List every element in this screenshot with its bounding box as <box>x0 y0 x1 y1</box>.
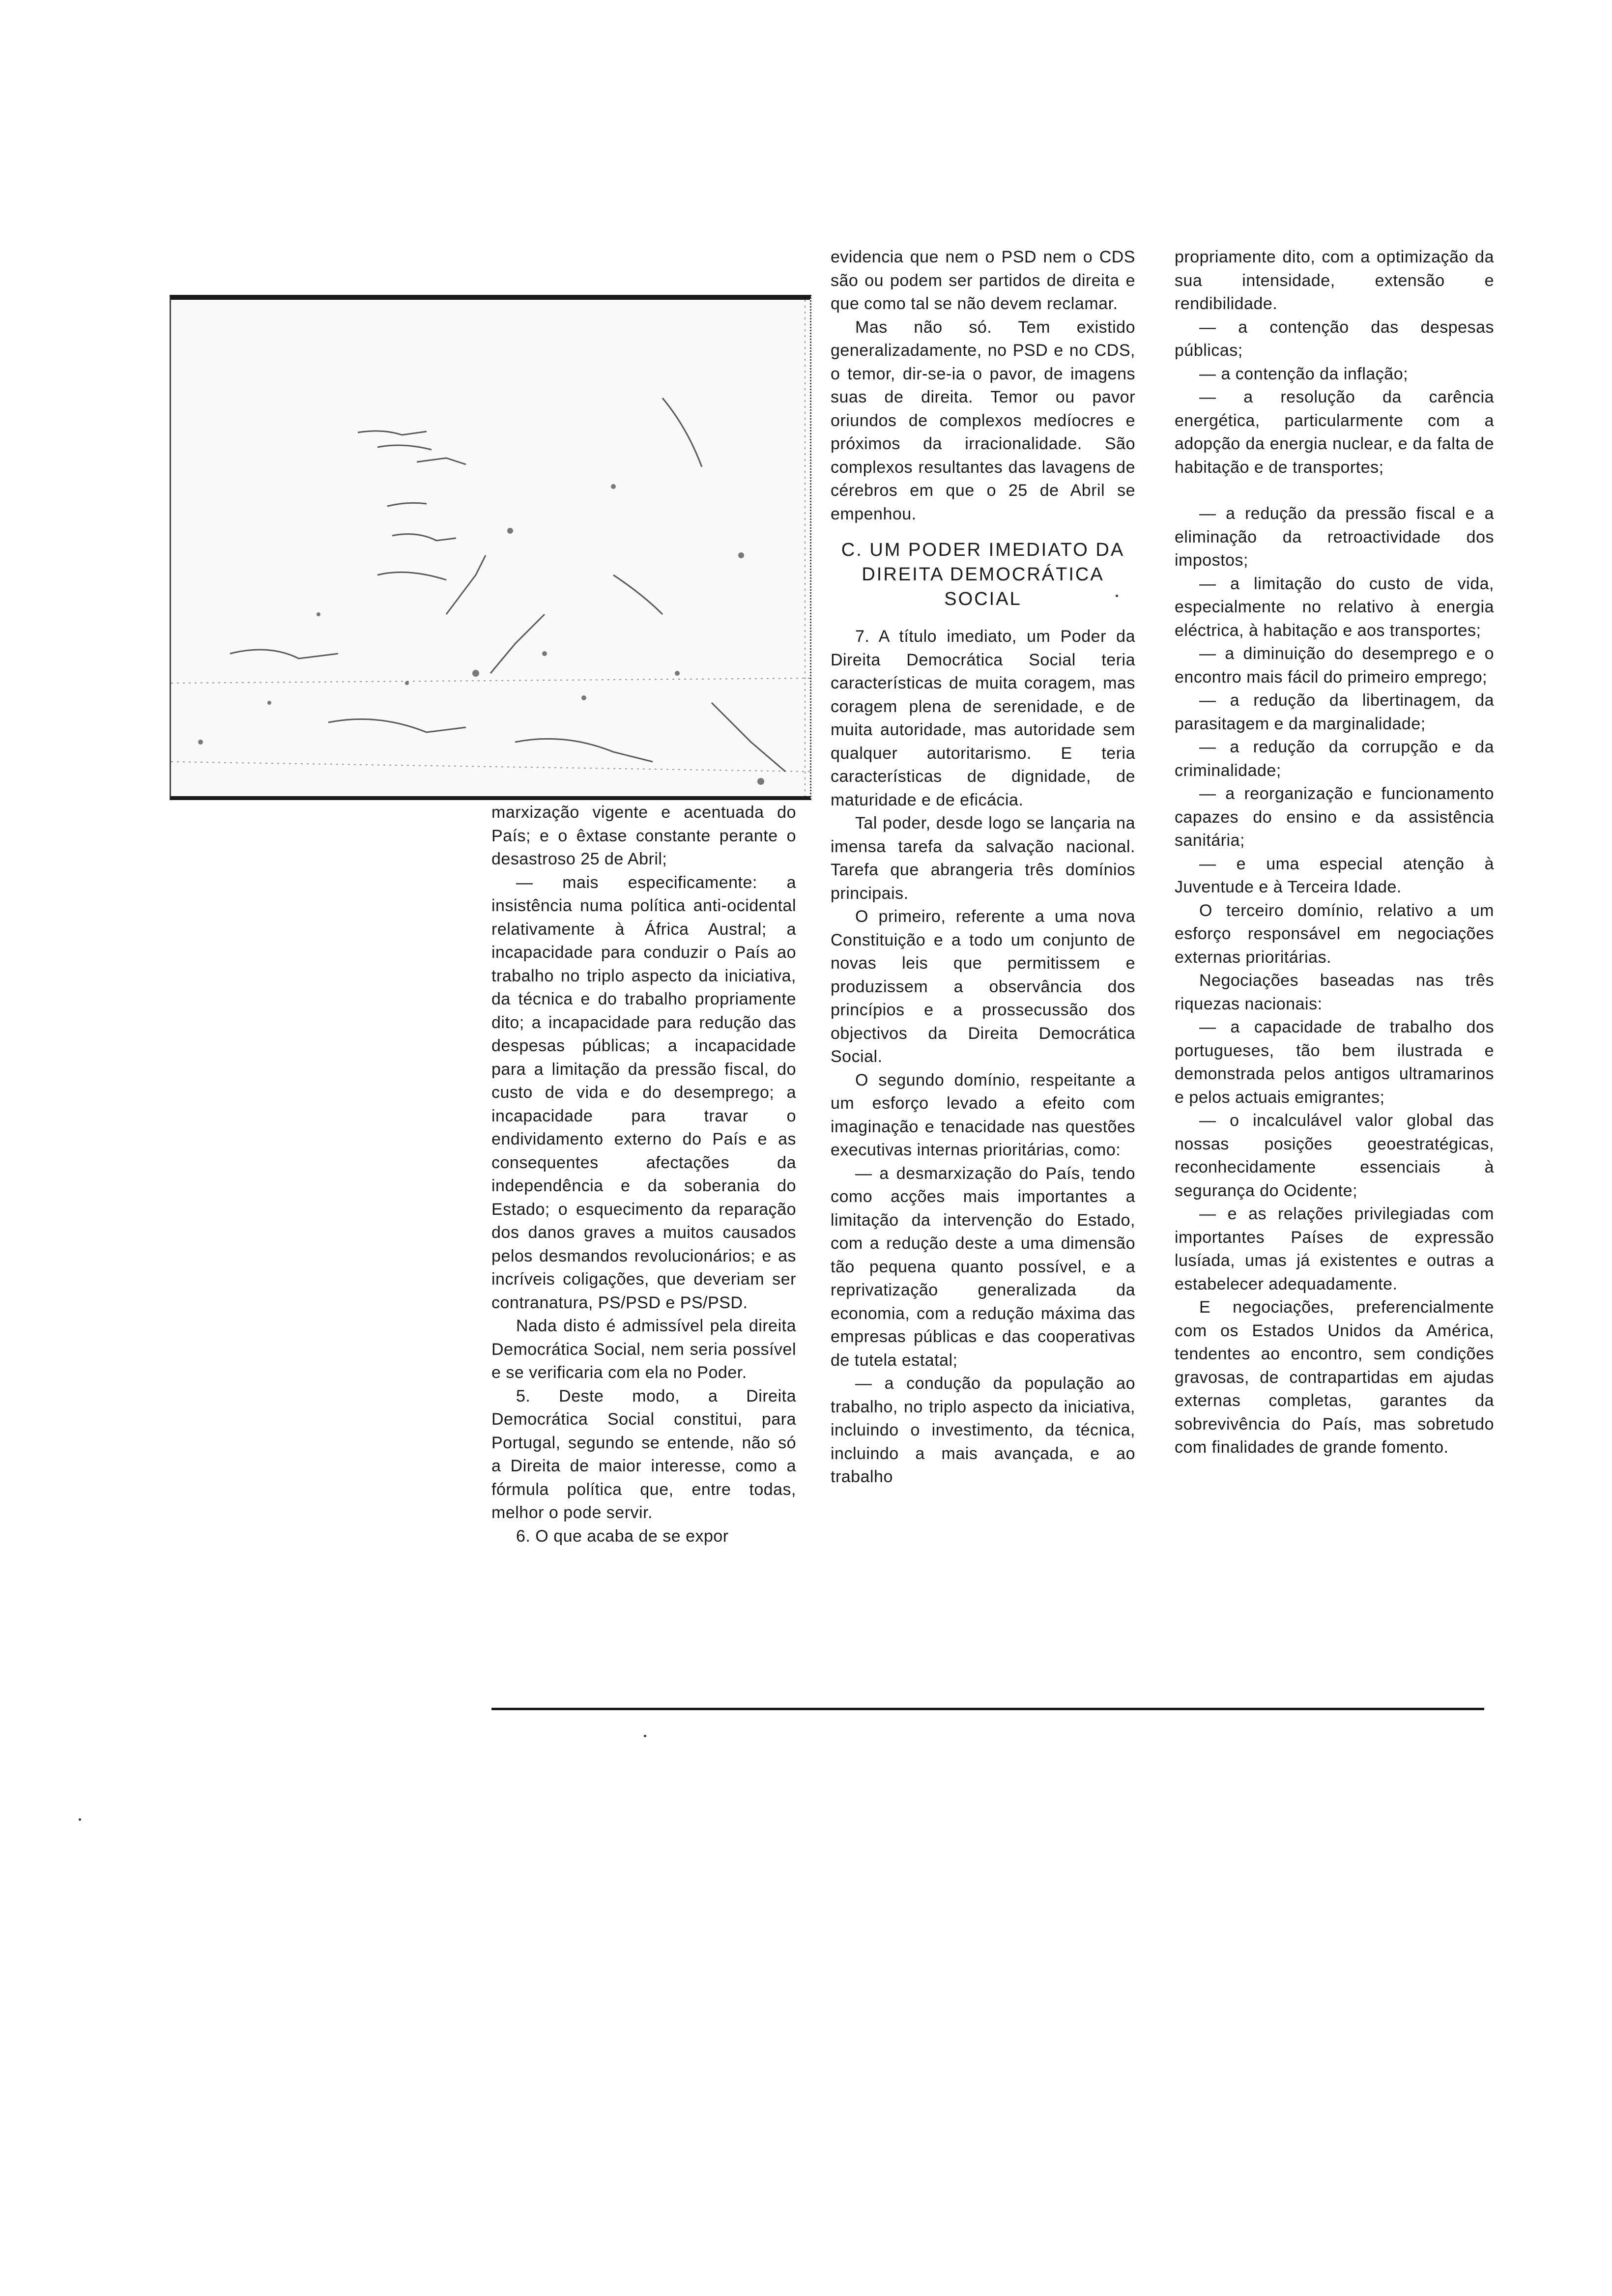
faded-photo-illustration <box>171 300 810 796</box>
list-item: — a contenção das despesas públicas; <box>1175 317 1494 360</box>
paragraph: — a desmarxização do País, tendo como acções mais importantes a limitação da intervenção do Estado, com a redução deste a uma dimensão tão pequena quanto possível, e a reprivatização generalizada da economia, com a redução máxima das empresas públicas e das cooperativas de tutela estatal; <box>831 1164 1135 1370</box>
list-item: — a redução da corrupção e da criminalidade; <box>1175 738 1494 780</box>
list-item: — a redução da pressão fiscal e a eliminação da retroactividade dos impostos; <box>1175 504 1494 570</box>
column-3 <box>1175 246 1494 1460</box>
paragraph: 7. A título imediato, um Poder da Direita Democrática Social teria características de muita coragem, mas coragem plena de serenidade, e de muita autoridade, mas autoridade sem qualquer autoritarismo. E teria características de dignidade, de maturidade e de eficácia. <box>831 627 1135 809</box>
list-item: — a resolução da carência energética, particularmente com a adopção da energia nuclear, e da falta de habitação e de transportes; <box>1175 388 1494 477</box>
paragraph: O primeiro, referente a uma nova Constituição e a todo um conjunto de novas leis que permitissem e produzissem a observância dos princípios e a prossecussão dos objectivos da Direita Democrática Social. <box>831 907 1135 1066</box>
paragraph: — mais especificamente: a insistência numa política anti-ocidental relativamente à África Austral; a incapacidade para conduzir o País ao trabalho no triplo aspecto da iniciativa, da técnica e do trabalho propriamente dito; a incapacidade para redução das despesas públicas; a incapacidade para a limitação da pressão fiscal, do custo de vida e do desemprego; a incapacidade para travar o endividamento externo do País e as consequentes afectações da independência e da soberania do Estado; o esquecimento da reparação dos danos graves a muitos causados pelos desmandos revolucionários; e as incríveis coligações, que deveriam ser contranatura, PS/PSD e PS/PSD. <box>491 873 796 1312</box>
newspaper-photo <box>170 295 811 800</box>
paragraph: Negociações baseadas nas três riquezas nacionais: <box>1175 971 1494 1013</box>
paragraph: O terceiro domínio, relativo a um esforço responsável em negociações externas prioritárias. <box>1175 901 1494 967</box>
paragraph: 6. O que acaba de se expor <box>516 1526 729 1546</box>
list-item: — a diminuição do desemprego e o encontro mais fácil do primeiro emprego; <box>1175 644 1494 687</box>
list-item: — a reorganização e funcionamento capazes do ensino e da assistência sanitária; <box>1175 784 1494 850</box>
paragraph: Tal poder, desde logo se lançaria na imensa tarefa da salvação nacional. Tarefa que abrangeria três domínios principais. <box>831 814 1135 903</box>
list-item: — a redução da libertinagem, da parasitagem e da marginalidade; <box>1175 691 1494 733</box>
list-item: — a limitação do custo de vida, especialmente no relativo à energia eléctrica, à habitação e aos transportes; <box>1175 574 1494 640</box>
paragraph: E negociações, preferencialmente com os Estados Unidos da América, tendentes ao encontro, sem condições gravosas, de contrapartidas em ajudas externas completas, garantes da sobrevivência do País, mas sobretudo com finalidades de grande fomento. <box>1175 1298 1494 1457</box>
list-item: — o incalculável valor global das nossas posições geoestratégicas, reconhecidamente essenciais à segurança do Ocidente; <box>1175 1111 1494 1200</box>
paragraph: O segundo domínio, respeitante a um esforço levado a efeito com imaginação e tenacidade nas questões executivas internas prioritárias, como: <box>831 1070 1135 1159</box>
paragraph: marxização vigente e acentuada do País; e o êxtase constante perante o desastroso 25 de Abril; <box>491 803 796 868</box>
paragraph: propriamente dito, com a optimização da sua intensidade, extensão e rendibilidade. <box>1175 248 1494 313</box>
list-item: — a capacidade de trabalho dos portugueses, tão bem ilustrada e demonstrada pelos antigos ultramarinos e pelos actuais emigrantes; <box>1175 1018 1494 1107</box>
list-item: — e uma especial atenção à Juventude e à Terceira Idade. <box>1175 854 1494 896</box>
paragraph: Nada disto é admissível pela direita Democrática Social, nem seria possível e se verificaria com ela no Poder. <box>491 1317 796 1382</box>
bottom-rule <box>491 1708 1484 1710</box>
list-item: — a contenção da inflação; <box>1199 364 1409 383</box>
paragraph: Mas não só. Tem existido generalizadamente, no PSD e no CDS, o temor, dir-se-ia o pavor, de imagens suas de direita. Temor ou pavor oriundos de complexos medíocres e próximos da irracionalidade. São complexos resultantes das lavagens de cérebros em que o 25 de Abril se empenhou. <box>831 317 1135 523</box>
column-1 <box>491 801 796 1548</box>
paragraph: 5. Deste modo, a Direita Democrática Social constitui, para Portugal, segundo se entende, não só a Direita de maior interesse, como a fórmula política que, entre todas, melhor o pode servir. <box>491 1386 796 1522</box>
paragraph: evidencia que nem o PSD nem o CDS são ou podem ser partidos de direita e que como tal se não devem reclamar. <box>831 248 1135 313</box>
column-2 <box>831 246 1135 1489</box>
scan-speck <box>1116 595 1118 597</box>
list-item: — e as relações privilegiadas com importantes Países de expressão lusíada, umas já existentes e outras a estabelecer adequadamente. <box>1175 1205 1494 1293</box>
section-heading: C. UM PODER IMEDIATO DA DIREITA DEMOCRÁTICA SOCIAL <box>841 540 1125 609</box>
paragraph: — a condução da população ao trabalho, no triplo aspecto da iniciativa, incluindo o investimento, da técnica, incluindo a mais avançada, e ao trabalho <box>831 1374 1135 1486</box>
scan-speck <box>79 1818 81 1821</box>
scan-speck <box>644 1735 646 1737</box>
paragraph-gap <box>1175 479 1494 502</box>
